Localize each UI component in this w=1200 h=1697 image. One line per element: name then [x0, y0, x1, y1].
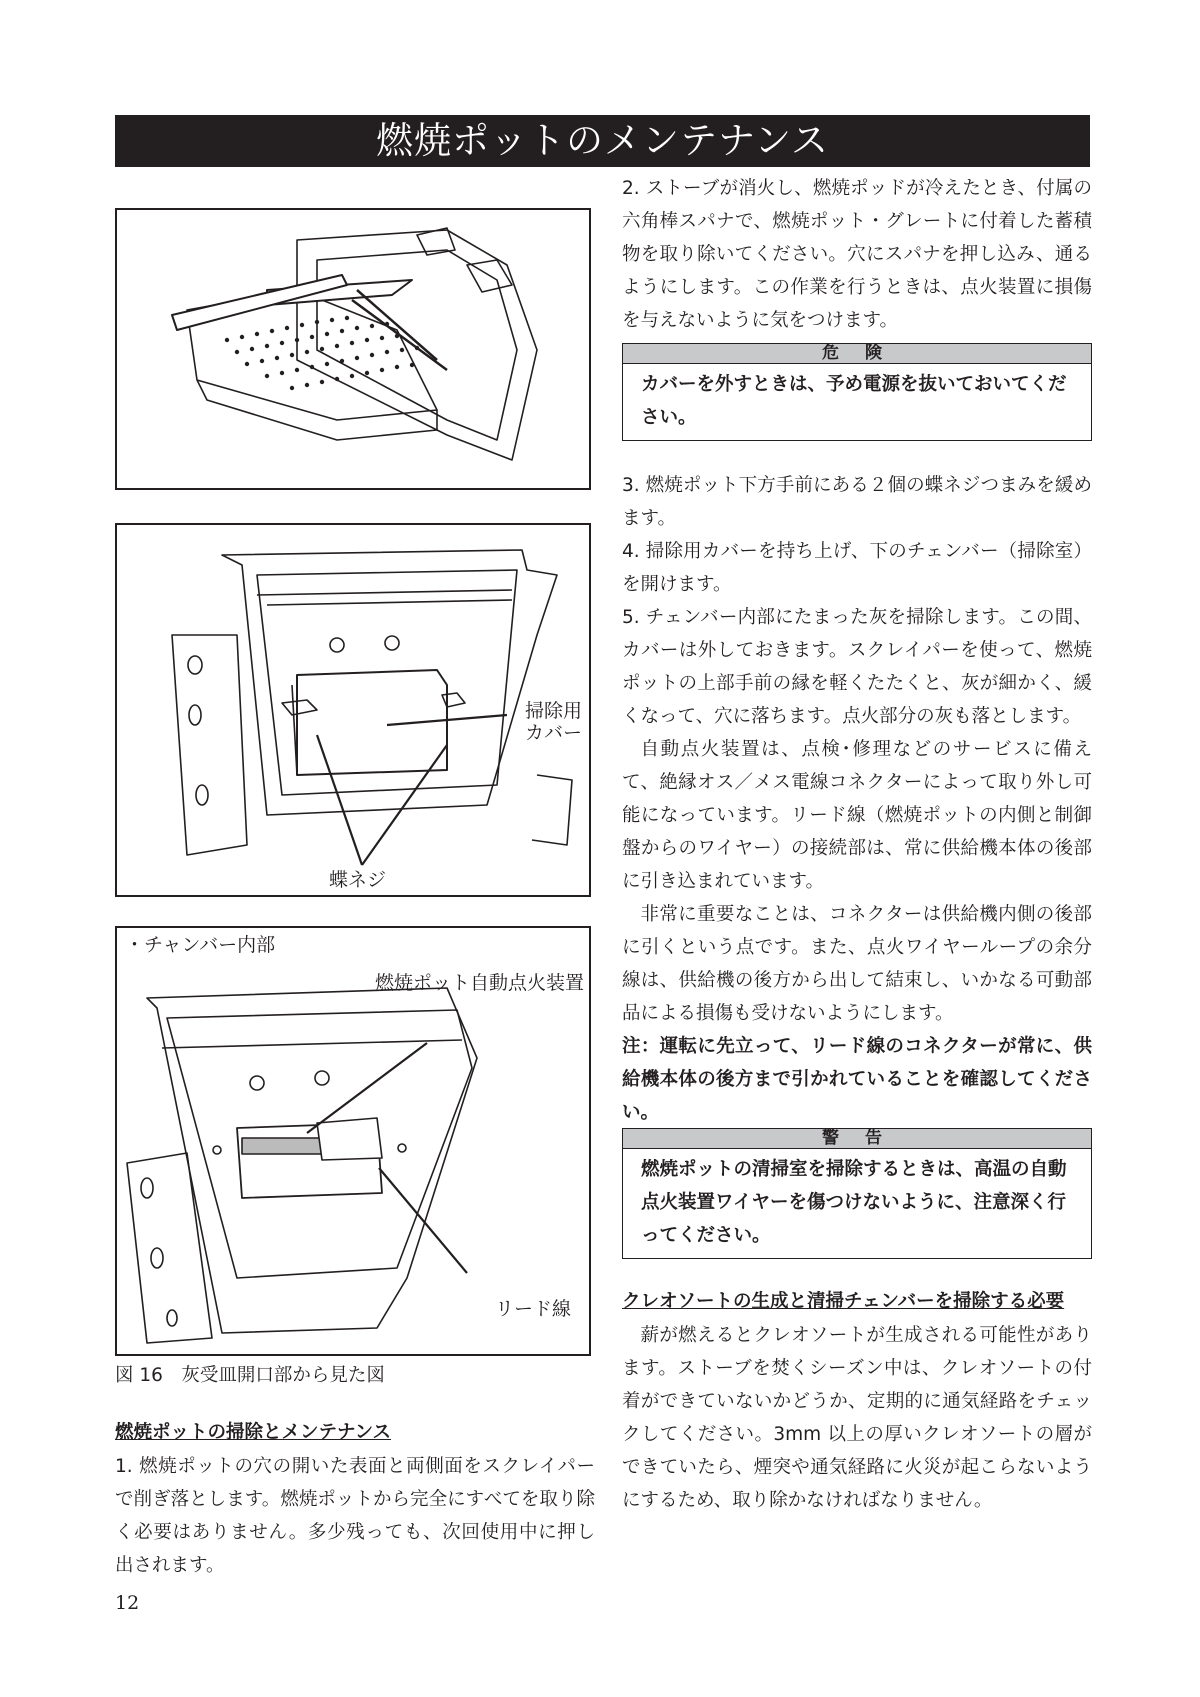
danger-box [622, 343, 1092, 441]
step-5-text: 5. チェンバー内部にたまった灰を掃除します。この間、カバーは外しておきます。スクレイパーを使って、燃焼ポットの上部手前の縁を軽くたたくと、灰が細かく、緩くなって、穴に落ちます。点火部分の灰も落とします。 [622, 607, 1092, 727]
step-4-text: 4. 掃除用カバーを持ち上げ、下のチェンバー（掃除室）を開けます。 [622, 541, 1092, 595]
warning-box [622, 1128, 1092, 1259]
label-cleaning-cover: 掃除用 カバー [525, 700, 583, 744]
section-heading-cleaning: 燃焼ポットの掃除とメンテナンス [115, 1422, 392, 1443]
label-chamber-inside: ・チャンバー内部 [125, 934, 276, 956]
page-title: 燃焼ポットのメンテナンス [115, 115, 1090, 167]
figure-burn-pot-scraper [115, 208, 591, 490]
creosote-block [622, 1287, 1092, 1517]
step-2-text: 2. ストーブが消火し、燃焼ポッドが冷えたとき、付属の六角棒スパナで、燃焼ポット・グレートに付着した蓄積物を取り除いてください。穴にスパナを押し込み、通るようにします。この作業を行うときは、点火装置に損傷を与えないように気をつけます。 [622, 178, 1092, 331]
cleaning-cover-illustration [117, 525, 593, 899]
warning-heading: 警 告 [623, 1129, 1091, 1149]
connector-info-text: 非常に重要なことは、コネクターは供給機内側の後部に引くという点です。また、点火ワイヤーループの余分線は、供給機の後方から出して結束し、いかなる可動部品による損傷も受けないようにします。 [622, 904, 1092, 1024]
note-text: 注：運転に先立って、リード線のコネクターが常に、供給機本体の後方まで引かれていることを確認してください。 [622, 1036, 1092, 1123]
section-heading-creosote: クレオソートの生成と清掃チェンバーを掃除する必要 [622, 1291, 1065, 1312]
steps-block [622, 469, 1092, 1129]
danger-heading: 危 険 [623, 344, 1091, 364]
igniter-info-text: 自動点火装置は、点検･修理などのサービスに備えて、絶縁オス／メス電線コネクターによって取り外し可能になっています。リード線（燃焼ポットの内側と制御盤からのワイヤー）の接続部は、常に供給機本体の後部に引き込まれています。 [622, 739, 1092, 892]
danger-text: カバーを外すときは、予め電源を抜いておいてください。 [641, 374, 1067, 428]
creosote-text: 薪が燃えるとクレオソートが生成される可能性があります。ストーブを焚くシーズン中は、クレオソートの付着ができていないかどうか、定期的に通気経路をチェックしてください。3mm 以上の厚いクレオソートの層ができていたら、煙突や通気経路に火災が起こらないようにするため、取り除かなければなりません。 [622, 1325, 1092, 1511]
step-3-text: 3. 燃焼ポット下方手前にある２個の蝶ネジつまみを緩めます。 [622, 475, 1092, 529]
step-2-block [622, 172, 1092, 337]
figure-caption: 図 16 灰受皿開口部から見た図 [115, 1365, 385, 1386]
left-column [115, 1418, 595, 1582]
step-1-text: 1. 燃焼ポットの穴の開いた表面と両側面をスクレイパーで削ぎ落とします。燃焼ポットから完全にすべてを取り除く必要はありません。多少残っても、次回使用中に押し出されます。 [115, 1456, 595, 1576]
page-number: 12 [115, 1592, 140, 1614]
figure-cleaning-cover [115, 523, 591, 897]
warning-text: 燃焼ポットの清掃室を掃除するときは、高温の自動点火装置ワイヤーを傷つけないように、注意深く行ってください。 [641, 1159, 1067, 1246]
burn-pot-illustration [117, 210, 593, 492]
label-auto-igniter: 燃焼ポット自動点火装置 [375, 972, 585, 994]
label-lead-wire: リード線 [495, 1298, 572, 1320]
figure-chamber-inside [115, 926, 591, 1356]
label-wing-nut: 蝶ネジ [329, 869, 387, 891]
